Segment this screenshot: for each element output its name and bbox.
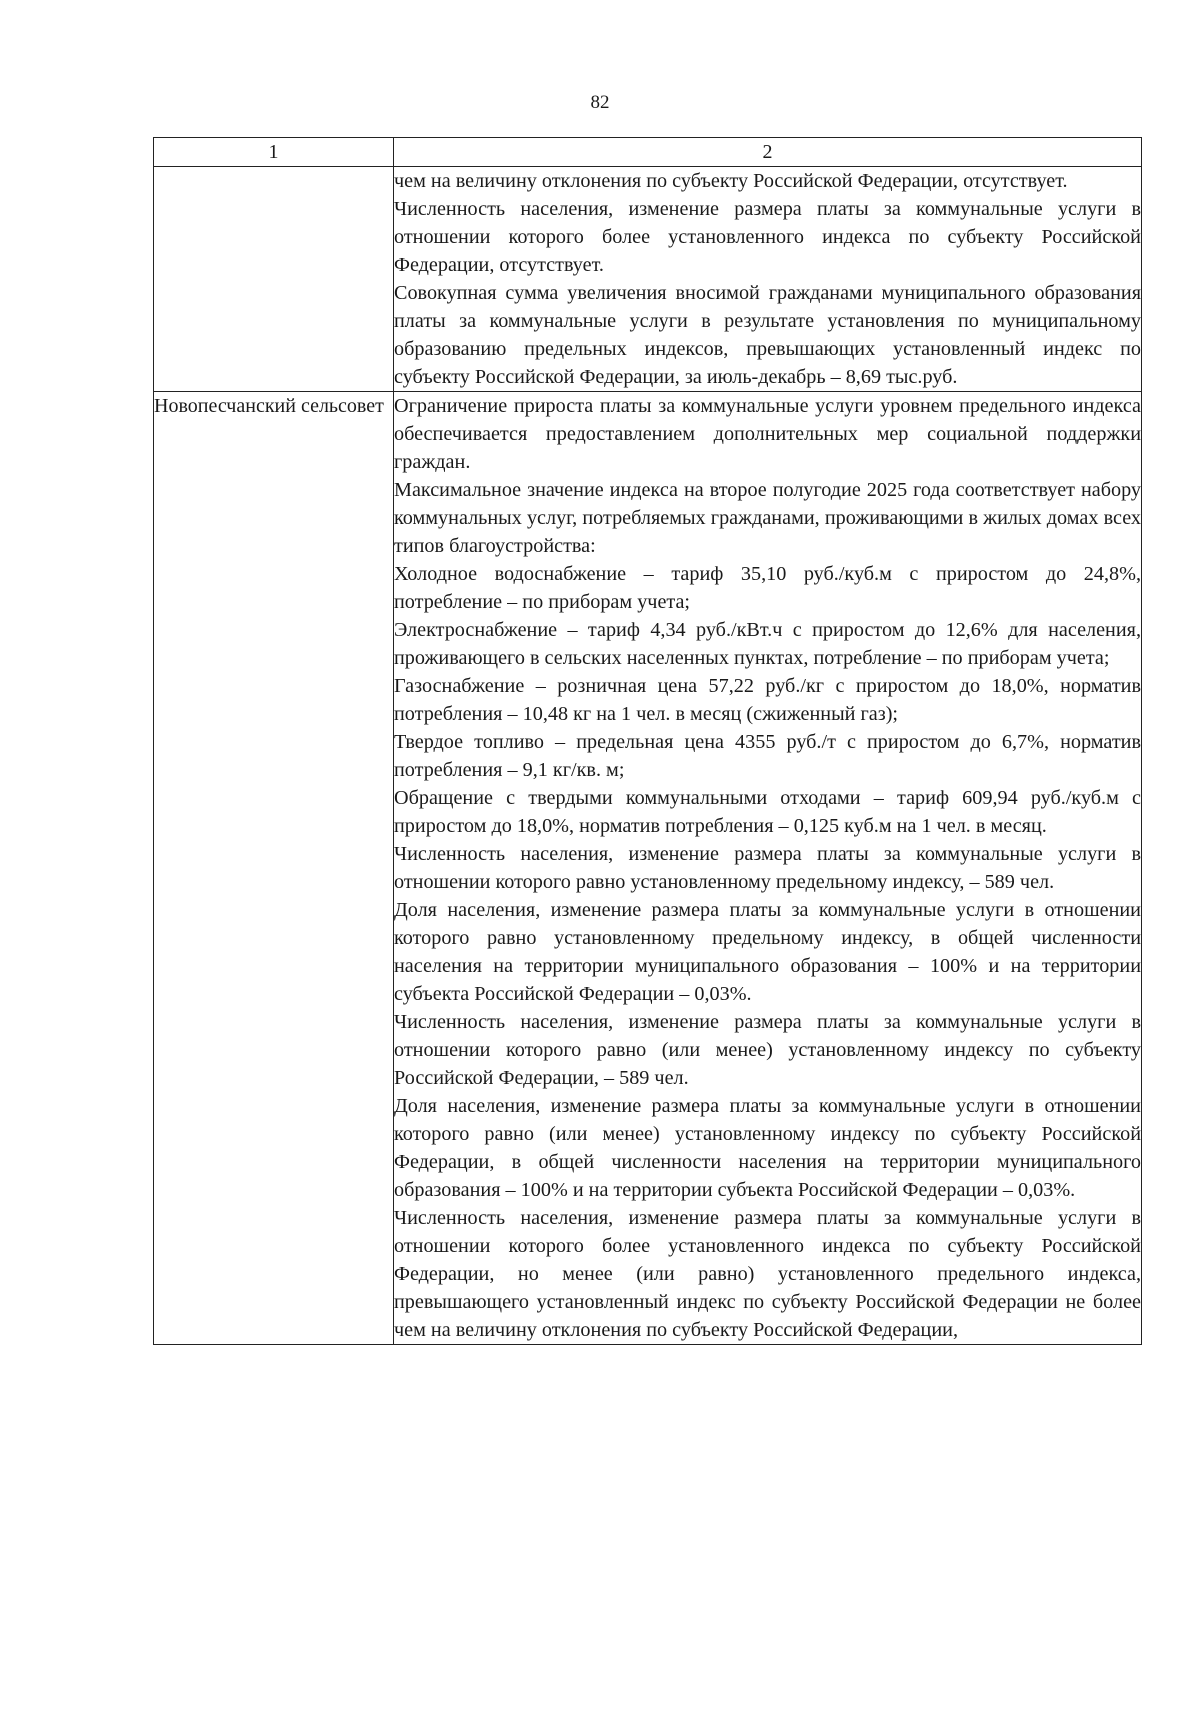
table-row <box>154 392 1142 1345</box>
paragraph: Численность населения, изменение размера платы за коммунальные услуги в отношении которого равно (или менее) установленному индексу по субъекту Российской Федерации, – 589 чел. <box>394 1011 1141 1089</box>
municipality-name-cell <box>154 167 394 392</box>
page-number: 82 <box>590 92 610 113</box>
paragraph: Холодное водоснабжение – тариф 35,10 руб./куб.м с приростом до 24,8%, потребление – по приборам учета; <box>394 563 1141 613</box>
paragraph: Совокупная сумма увеличения вносимой гражданами муниципального образования платы за коммунальные услуги в результате установления по муниципальному образованию предельных индексов, превышающих установленный индекс по субъекту Российской Федерации, за июль-декабрь – 8,69 тыс.руб. <box>394 282 1141 388</box>
table-row <box>154 167 1142 392</box>
paragraph: Обращение с твердыми коммунальными отходами – тариф 609,94 руб./куб.м с приростом до 18,0%, норматив потребления – 0,125 куб.м на 1 чел. в месяц. <box>394 787 1141 837</box>
paragraph: Максимальное значение индекса на второе полугодие 2025 года соответствует набору коммунальных услуг, потребляемых гражданами, проживающими в жилых домах всех типов благоустройства: <box>394 479 1141 557</box>
description-cell <box>394 392 1142 1345</box>
paragraph: Ограничение прироста платы за коммунальные услуги уровнем предельного индекса обеспечивается предоставлением дополнительных мер социальной поддержки граждан. <box>394 395 1141 473</box>
description-cell <box>394 167 1142 392</box>
paragraph: Электроснабжение – тариф 4,34 руб./кВт.ч с приростом до 12,6% для населения, проживающего в сельских населенных пунктах, потребление – по приборам учета; <box>394 619 1141 669</box>
municipality-name-cell <box>154 392 394 1345</box>
paragraph: Численность населения, изменение размера платы за коммунальные услуги в отношении которого более установленного индекса по субъекту Российской Федерации, но менее (или равно) установленного предельного индекса, превышающего установленный индекс по субъекту Российской Федерации не более чем на величину отклонения по субъекту Российской Федерации, <box>394 1207 1141 1341</box>
paragraph: чем на величину отклонения по субъекту Российской Федерации, отсутствует. <box>394 170 1068 192</box>
paragraph: Газоснабжение – розничная цена 57,22 руб./кг с приростом до 18,0%, норматив потребления – 10,48 кг на 1 чел. в месяц (сжиженный газ); <box>394 675 1141 725</box>
paragraph: Доля населения, изменение размера платы за коммунальные услуги в отношении которого равно установленному предельному индексу, в общей численности населения на территории муниципального образования – 100% и на территории субъекта Российской Федерации – 0,03%. <box>394 899 1141 1005</box>
document-table <box>153 137 1142 1345</box>
column-header-2: 2 <box>394 138 1142 167</box>
paragraph: Численность населения, изменение размера платы за коммунальные услуги в отношении которого равно установленному предельному индексу, – 589 чел. <box>394 843 1141 893</box>
municipality-name: Новопесчанский сельсовет <box>154 395 384 417</box>
paragraph: Численность населения, изменение размера платы за коммунальные услуги в отношении которого более установленного индекса по субъекту Российской Федерации, отсутствует. <box>394 198 1141 276</box>
paragraph: Твердое топливо – предельная цена 4355 руб./т с приростом до 6,7%, норматив потребления – 9,1 кг/кв. м; <box>394 731 1141 781</box>
column-header-1: 1 <box>154 138 394 167</box>
paragraph: Доля населения, изменение размера платы за коммунальные услуги в отношении которого равно (или менее) установленному индексу по субъекту Российской Федерации, в общей численности населения на территории муниципального образования – 100% и на территории субъекта Российской Федерации – 0,03%. <box>394 1095 1141 1201</box>
table-header-row <box>154 138 1142 167</box>
